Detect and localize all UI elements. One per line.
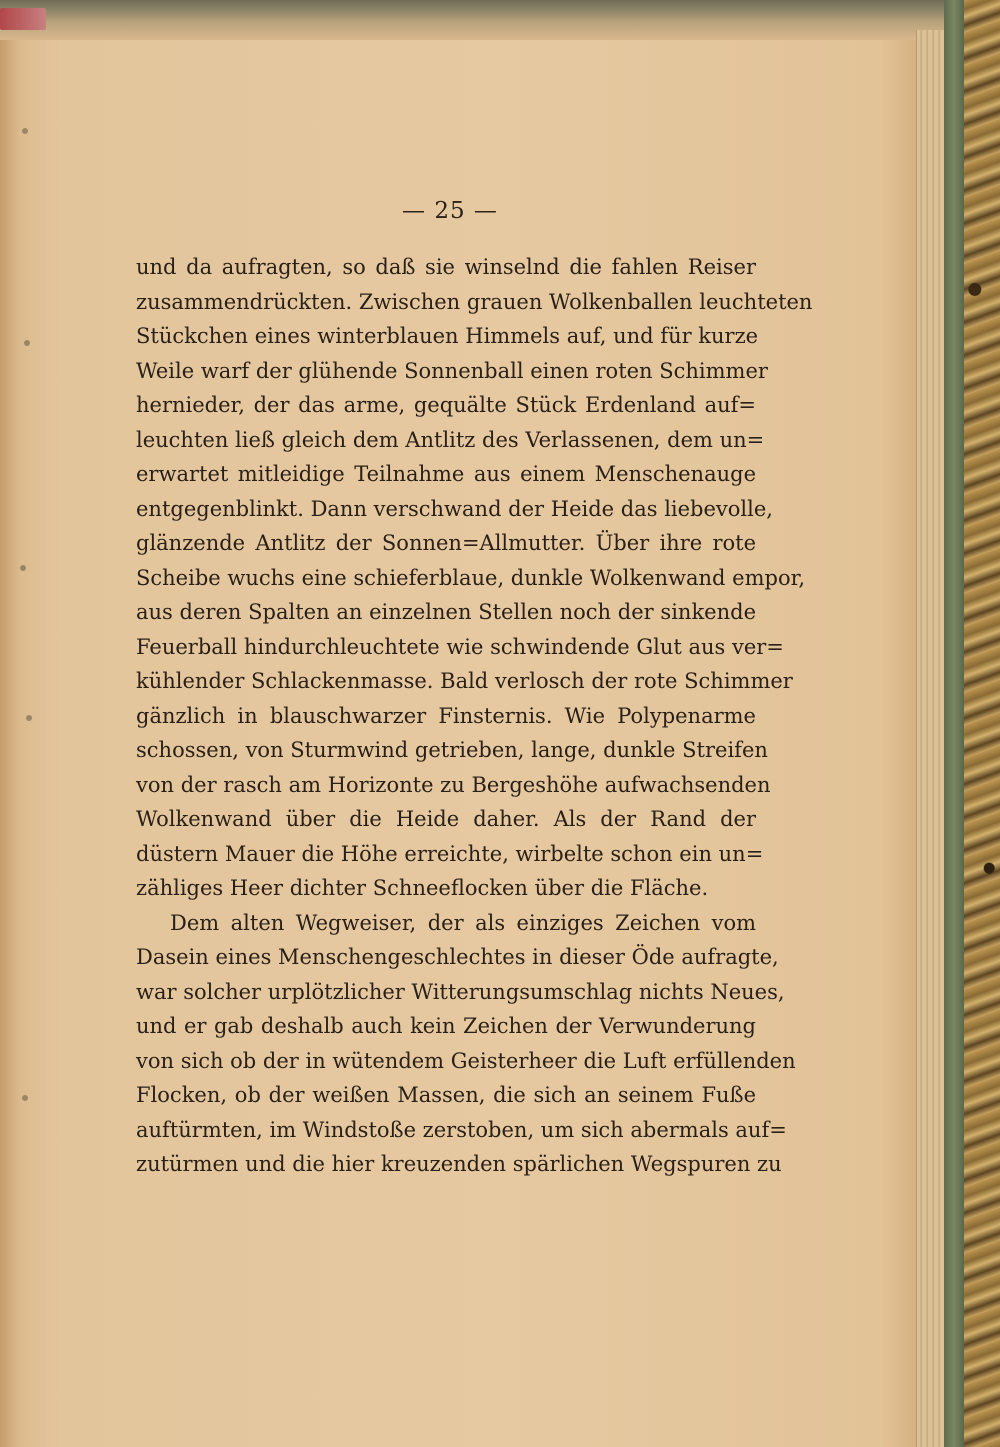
paragraph (136, 906, 796, 1182)
text-line: erwartet mitleidige Teilnahme aus einem Menschenauge (136, 462, 756, 486)
paragraph (136, 250, 813, 906)
text-line: von der rasch am Horizonte zu Bergeshöhe aufwachsenden (136, 772, 771, 797)
text-line: zutürmen und die hier kreuzenden spärlichen Wegspuren zu (136, 1152, 782, 1176)
gutter-mark (26, 715, 32, 721)
gutter-mark (22, 128, 28, 134)
text-line: schossen, von Sturmwind getrieben, lange, dunkle Streifen (136, 738, 768, 762)
text-line: zähliges Heer dichter Schneeflocken über die Fläche. (136, 876, 709, 900)
text-line: Dasein eines Menschengeschlechtes in dieser Öde aufragte, (136, 945, 779, 969)
text-line: aus deren Spalten an einzelnen Stellen noch der sinkende (136, 600, 756, 624)
text-line: war solcher urplötzlicher Witterungsumschlag nichts Neues, (136, 979, 785, 1004)
text-line: von sich ob der in wütendem Geisterheer die Luft erfüllenden (136, 1048, 796, 1073)
text-line: glänzende Antlitz der Sonnen=Allmutter. Über ihre rote (136, 531, 756, 555)
gutter-mark (24, 340, 30, 346)
text-line: Weile warf der glühende Sonnenball einen roten Schimmer (136, 358, 768, 383)
text-line: gänzlich in blauschwarzer Finsternis. Wie Polypenarme (136, 703, 756, 728)
red-mark (0, 8, 46, 30)
gutter-mark (20, 565, 26, 571)
text-line: Flocken, ob der weißen Massen, die sich an seinem Fuße (136, 1083, 756, 1107)
marbled-cover (964, 0, 1000, 1447)
text-line: Wolkenwand über die Heide daher. Als der Rand der (136, 807, 756, 831)
text-line: Feuerball hindurchleuchtete wie schwindende Glut aus ver= (136, 634, 784, 659)
text-line: Scheibe wuchs eine schieferblaue, dunkle Wolkenwand empor, (136, 565, 806, 590)
text-line: zusammendrückten. Zwischen grauen Wolkenballen leuchteten (136, 289, 813, 314)
text-line: hernieder, der das arme, gequälte Stück Erdenland auf= (136, 393, 756, 417)
text-line: auftürmten, im Windstoße zerstoben, um sich abermals auf= (136, 1117, 787, 1142)
text-line: und er gab deshalb auch kein Zeichen der Verwunderung (136, 1014, 756, 1038)
page-number: — 25 — (402, 198, 498, 224)
top-page-edge (0, 0, 1000, 40)
body-text (136, 250, 813, 1182)
text-line: Dem alten Wegweiser, der als einziges Zeichen vom (170, 910, 756, 935)
text-line: düstern Mauer die Höhe erreichte, wirbelte schon ein un= (136, 841, 764, 866)
text-line: leuchten ließ gleich dem Antlitz des Verlassenen, dem un= (136, 427, 765, 452)
text-line: und da aufragten, so daß sie winselnd die fahlen Reiser (136, 255, 756, 279)
text-line: Stückchen eines winterblauen Himmels auf, und für kurze (136, 324, 759, 348)
text-line: entgegenblinkt. Dann verschwand der Heide das liebevolle, (136, 496, 773, 521)
gutter-mark (22, 1095, 28, 1101)
page-stack-edge (916, 30, 945, 1447)
book-cover-spine (944, 0, 964, 1447)
text-line: kühlender Schlackenmasse. Bald verlosch der rote Schimmer (136, 669, 793, 693)
